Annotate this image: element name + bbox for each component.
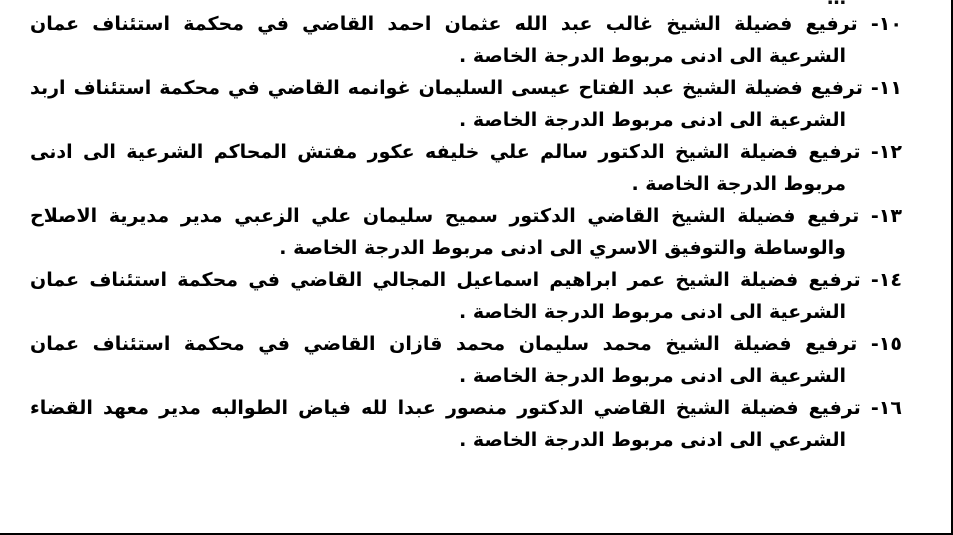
item-first-line bbox=[30, 328, 902, 360]
item-text: ترفيع فضيلة الشيخ القاضي الدكتور منصور عبدا لله فياض الطوالبه مدير معهد القضاء bbox=[30, 397, 861, 419]
list-item bbox=[30, 200, 902, 264]
list-item bbox=[30, 72, 902, 136]
item-text: ترفيع فضيلة الشيخ القاضي الدكتور سميح سليمان علي الزعبي مدير مديرية الاصلاح bbox=[30, 205, 860, 227]
item-text: ترفيع فضيلة الشيخ عمر ابراهيم اسماعيل المجالي القاضي في محكمة استئناف عمان bbox=[30, 269, 861, 291]
item-continuation: الشرعية الى ادنى مربوط الدرجة الخاصة . bbox=[459, 301, 846, 323]
item-number: ١٥- bbox=[870, 333, 902, 355]
item-first-line bbox=[30, 264, 902, 296]
item-number: ١٣- bbox=[870, 205, 902, 227]
item-number: ١١- bbox=[870, 77, 902, 99]
item-number: ١٤- bbox=[870, 269, 902, 291]
item-text: ترفيع فضيلة الشيخ غالب عبد الله عثمان احمد القاضي في محكمة استئناف عمان bbox=[30, 13, 858, 35]
item-continuation: الشرعية الى ادنى مربوط الدرجة الخاصة . bbox=[459, 109, 846, 131]
list-item bbox=[30, 328, 902, 392]
item-first-line bbox=[30, 8, 902, 40]
cut-off-previous-line bbox=[30, 0, 902, 8]
item-number: ١٦- bbox=[870, 397, 902, 419]
item-continuation: مربوط الدرجة الخاصة . bbox=[631, 173, 846, 195]
item-continuation: الشرعية الى ادنى مربوط الدرجة الخاصة . bbox=[459, 365, 846, 387]
item-first-line bbox=[30, 200, 902, 232]
item-text: ترفيع فضيلة الشيخ عبد الفتاح عيسى السليمان غوانمه القاضي في محكمة استئناف اربد bbox=[30, 77, 863, 99]
item-text: ترفيع فضيلة الشيخ محمد سليمان محمد قازان القاضي في محكمة استئناف عمان bbox=[30, 333, 858, 355]
item-number: ١٢- bbox=[870, 141, 902, 163]
document-body bbox=[30, 0, 902, 456]
list-item bbox=[30, 8, 902, 72]
item-continuation: والوساطة والتوفيق الاسري الى ادنى مربوط الدرجة الخاصة . bbox=[279, 237, 846, 259]
list-item bbox=[30, 136, 902, 200]
item-text: ترفيع فضيلة الشيخ الدكتور سالم علي خليفه عكور مفتش المحاكم الشرعية الى ادنى bbox=[30, 141, 861, 163]
list-item bbox=[30, 264, 902, 328]
item-first-line bbox=[30, 72, 902, 104]
item-continuation: الشرعية الى ادنى مربوط الدرجة الخاصة . bbox=[459, 45, 846, 67]
list-item bbox=[30, 392, 902, 456]
item-continuation: الشرعي الى ادنى مربوط الدرجة الخاصة . bbox=[459, 429, 846, 451]
item-number: ١٠- bbox=[870, 13, 902, 35]
item-first-line bbox=[30, 392, 902, 424]
item-first-line bbox=[30, 136, 902, 168]
